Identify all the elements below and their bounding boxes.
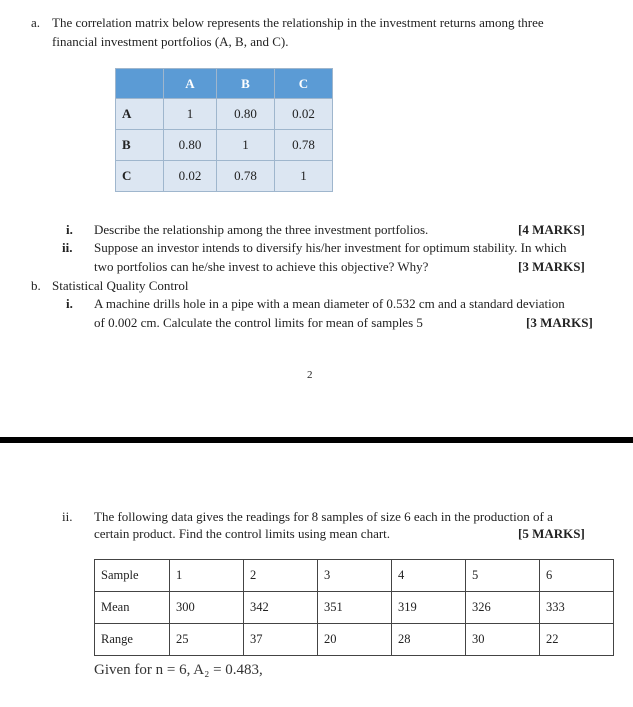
table-cell: 28: [392, 624, 466, 656]
question-a-ii-marks: [3 MARKS]: [518, 259, 585, 274]
correlation-row: [116, 130, 333, 161]
table-row: [95, 592, 614, 624]
sample-row-label: Sample: [95, 560, 170, 592]
question-a-i-marks: [4 MARKS]: [518, 222, 585, 237]
corr-cell: 1: [217, 130, 275, 161]
table-row: [95, 624, 614, 656]
table-cell: 25: [170, 624, 244, 656]
corr-cell: 0.02: [164, 161, 217, 192]
part-a-marker: a.: [31, 15, 41, 30]
part-b-marker: b.: [31, 278, 41, 293]
given-formula-text: Given for n = 6, A₂ = 0.483,: [94, 662, 263, 678]
part-b-title: Statistical Quality Control: [52, 278, 189, 293]
table-cell: 20: [318, 624, 392, 656]
correlation-header-row: [116, 69, 333, 99]
question-a-ii-numeral: ii.: [62, 240, 73, 255]
question-b-i-line2: of 0.002 cm. Calculate the control limits for mean of samples 5: [94, 315, 423, 330]
question-b-ii-marks: [5 MARKS]: [518, 526, 585, 541]
correlation-row: [116, 99, 333, 130]
part-a-intro-line2: financial investment portfolios (A, B, and C).: [52, 34, 289, 49]
question-b-i-numeral: i.: [66, 296, 73, 311]
page-number: 2: [307, 369, 313, 381]
correlation-row: [116, 161, 333, 192]
corr-cell: 0.80: [164, 130, 217, 161]
corr-cell: 1: [164, 99, 217, 130]
correlation-matrix-table: [115, 68, 333, 192]
table-cell: 326: [466, 592, 540, 624]
question-b-ii-line1: The following data gives the readings for 8 samples of size 6 each in the production of a: [94, 509, 553, 524]
corr-row-label: A: [116, 99, 164, 130]
table-cell: 2: [244, 560, 318, 592]
question-b-ii-numeral: ii.: [62, 509, 73, 524]
corr-header-cell: A: [164, 69, 217, 99]
question-a-ii-line1: Suppose an investor intends to diversify his/her investment for optimum stability. In which: [94, 240, 567, 255]
sample-data-table: [94, 559, 614, 656]
question-b-i-marks: [3 MARKS]: [526, 315, 593, 330]
sample-row-label: Mean: [95, 592, 170, 624]
question-b-ii-line2: certain product. Find the control limits using mean chart.: [94, 526, 391, 541]
table-cell: 1: [170, 560, 244, 592]
sample-row-label: Range: [95, 624, 170, 656]
table-cell: 6: [540, 560, 614, 592]
part-a-intro-line1: The correlation matrix below represents the relationship in the investment returns among three: [52, 15, 544, 30]
table-cell: 37: [244, 624, 318, 656]
table-cell: 342: [244, 592, 318, 624]
question-b-i-line1: A machine drills hole in a pipe with a mean diameter of 0.532 cm and a standard deviation: [94, 296, 565, 311]
question-a-i-numeral: i.: [66, 222, 73, 237]
table-row: [95, 560, 614, 592]
corr-cell: 0.80: [217, 99, 275, 130]
table-cell: 3: [318, 560, 392, 592]
question-a-i-text: Describe the relationship among the three investment portfolios.: [94, 222, 429, 237]
corr-cell: 0.78: [217, 161, 275, 192]
table-cell: 30: [466, 624, 540, 656]
table-cell: 4: [392, 560, 466, 592]
corr-header-cell: C: [275, 69, 333, 99]
table-cell: 333: [540, 592, 614, 624]
table-cell: 300: [170, 592, 244, 624]
table-cell: 319: [392, 592, 466, 624]
table-cell: 22: [540, 624, 614, 656]
corr-row-label: C: [116, 161, 164, 192]
corr-row-label: B: [116, 130, 164, 161]
table-cell: 5: [466, 560, 540, 592]
table-cell: 351: [318, 592, 392, 624]
corr-cell: 0.78: [275, 130, 333, 161]
page-divider: [0, 437, 633, 443]
corr-header-cell: B: [217, 69, 275, 99]
corr-cell: 0.02: [275, 99, 333, 130]
corr-header-cell: [116, 69, 164, 99]
corr-cell: 1: [275, 161, 333, 192]
question-a-ii-line2: two portfolios can he/she invest to achieve this objective? Why?: [94, 259, 429, 274]
